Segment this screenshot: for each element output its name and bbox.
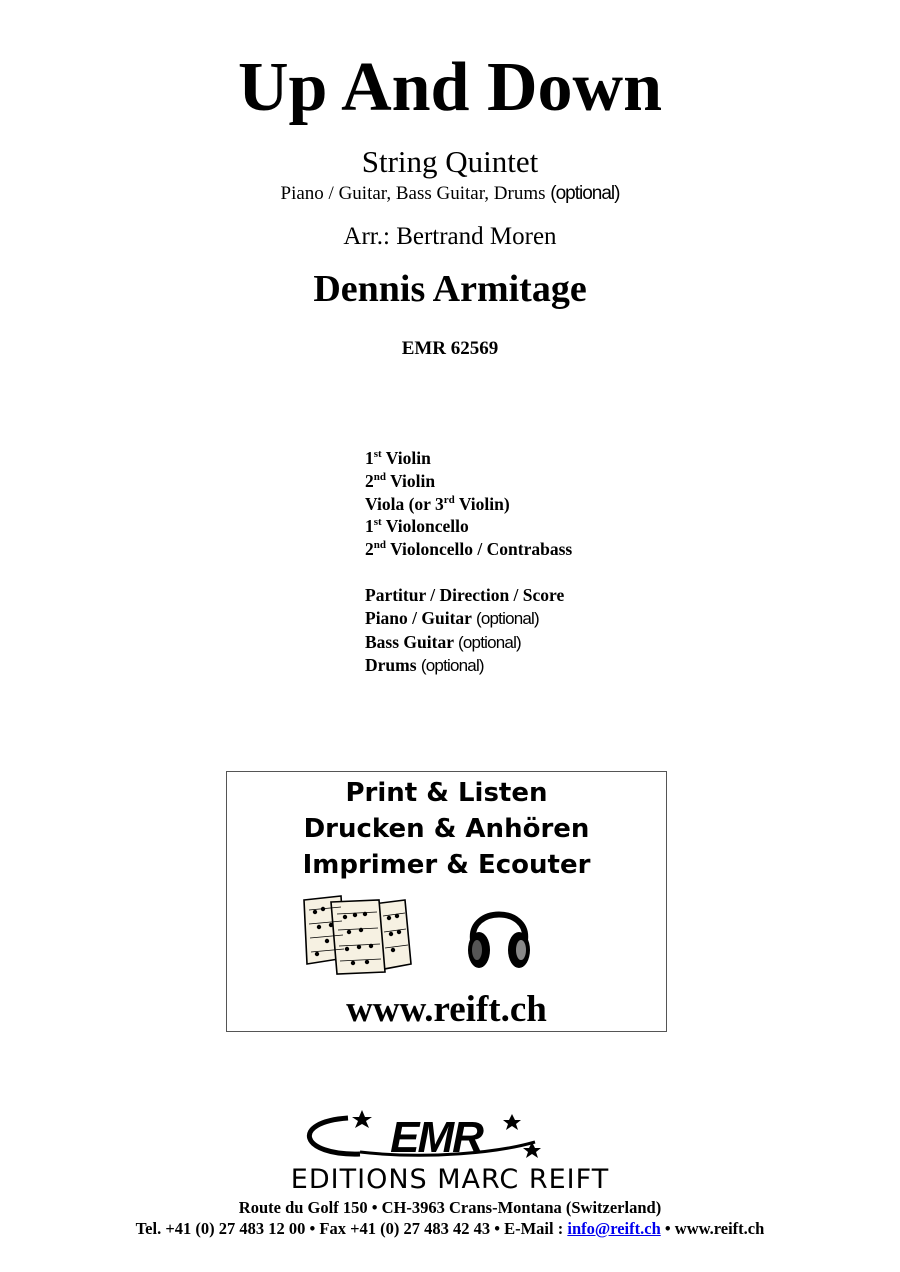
extra-item: Drums (optional) (365, 655, 484, 676)
extra-item: Piano / Guitar (optional) (365, 607, 539, 628)
extra-item: Partitur / Direction / Score (365, 584, 565, 605)
arranger: Arr.: Bertrand Moren (343, 223, 557, 250)
publisher-contact: Tel. +41 (0) 27 483 12 00 • Fax +41 (0) 27 483 42 43 • E-Mail : info@reift.ch • www.reift.ch (135, 1219, 765, 1238)
publisher-address: Route du Golf 150 • CH-3963 Crans-Montana (Switzerland) (238, 1198, 662, 1217)
part-item: 1st Violoncello (365, 516, 469, 537)
page-title: Up And Down (237, 49, 663, 126)
logo-text: EMR (390, 1113, 482, 1162)
subtitle: String Quintet (361, 144, 539, 179)
part-item: 2nd Violoncello / Contrabass (365, 539, 573, 560)
sheet-music-icon (301, 894, 413, 976)
instrumentation (0, 181, 900, 207)
email-link[interactable]: info@reift.ch (567, 1219, 661, 1238)
instrumentation-text: Piano / Guitar, Bass Guitar, Drums (280, 183, 546, 204)
promo-line-en: Print & Listen (345, 778, 548, 808)
promo-line-fr: Imprimer & Ecouter (302, 850, 591, 880)
catalog-number: EMR 62569 (401, 338, 499, 359)
website-url[interactable]: www.reift.ch (346, 989, 547, 1030)
instrumentation-optional: (optional) (550, 183, 620, 204)
part-item: 2nd Violin (365, 470, 436, 491)
extra-item: Bass Guitar (optional) (365, 631, 521, 652)
publisher-name: EDITIONS MARC REIFT (290, 1164, 610, 1194)
part-item: Viola (or 3rd Violin) (365, 493, 510, 514)
parts-list (365, 447, 572, 678)
print-listen-box (226, 771, 667, 1032)
composer: Dennis Armitage (313, 268, 587, 310)
promo-line-de: Drucken & Anhören (303, 814, 590, 844)
emr-logo (250, 1108, 650, 1194)
headphones-icon (465, 894, 533, 974)
part-item: 1st Violin (365, 448, 431, 468)
